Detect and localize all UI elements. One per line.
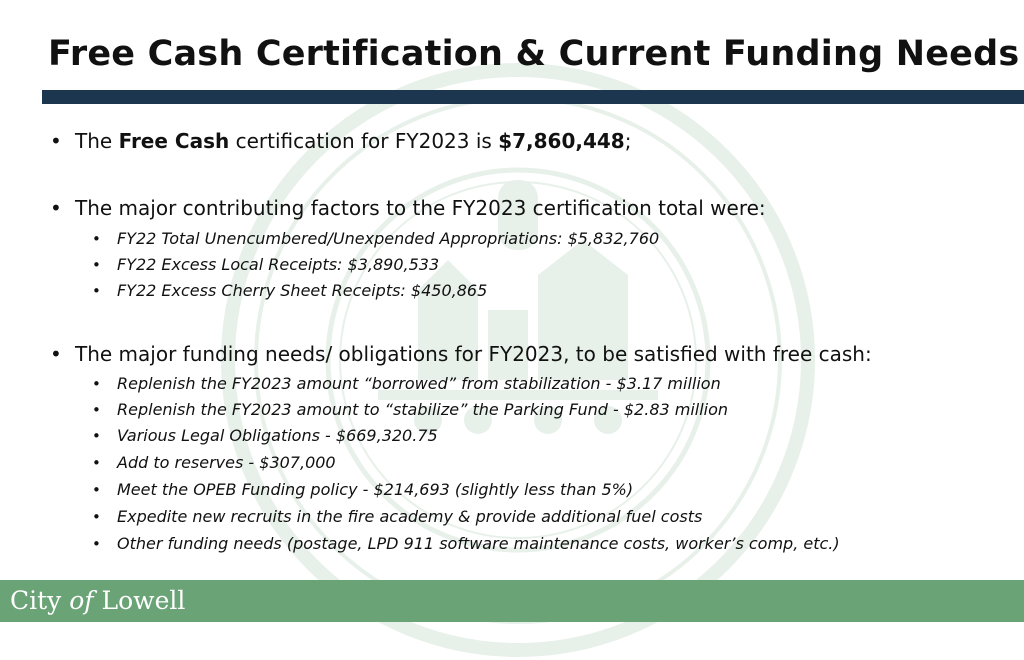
sub-bullet-dot: • bbox=[92, 535, 101, 553]
bullet-text: The major funding needs/ obligations for FY2023, to be satisfied with free cash: bbox=[75, 342, 872, 366]
free-cash-amount: $7,860,448 bbox=[498, 129, 625, 153]
page-title: Free Cash Certification & Current Funding Needs bbox=[48, 34, 1020, 74]
bullet-text: The Free Cash certification for FY2023 is $7,860,448; bbox=[75, 129, 632, 153]
bullet-text: The major contributing factors to the FY2023 certification total were: bbox=[75, 196, 766, 220]
sub-bullet-dot: • bbox=[92, 481, 101, 499]
sub-bullet-dot: • bbox=[92, 230, 101, 248]
sub-bullet-dot: • bbox=[92, 282, 101, 300]
sub-bullet-dot: • bbox=[92, 375, 101, 393]
sub-bullet-dot: • bbox=[92, 508, 101, 526]
bullet-dot: • bbox=[50, 196, 62, 220]
city-of-lowell-logo: City of Lowell bbox=[10, 586, 186, 615]
free-cash-label: Free Cash bbox=[118, 129, 230, 153]
sub-bullet-dot: • bbox=[92, 256, 101, 274]
bullet-dot: • bbox=[50, 129, 62, 153]
bullet-dot: • bbox=[50, 342, 62, 366]
sub-bullet-dot: • bbox=[92, 401, 101, 419]
sub-bullet-dot: • bbox=[92, 427, 101, 445]
slide-content: • The Free Cash certification for FY2023 is $7,860,448; • The major contributing factors to the FY2023 certification total were: • FY22 Total Unencumbered/Unexpended Appropriations: $5,832,760 • FY22 Excess Local Receipts: $3,890,533 • FY22 Excess Cherry Sheet Receipts: $450,865 • The major funding needs/ obligations for FY2023, to be satisfied with free cash: • Replenish the FY2023 amount “borrowed” from stabilization - $3.17 million • Replenish the FY2023 amount to “stabilize” the Parking Fund - $2.83 million • Various Legal Obligations - $669,320.75 • Add to reserves - $307,000 • Meet the OPEB Funding policy - $214,693 (slightly less than 5%) • Expedite new recruits in the fire academy & provide additional fuel costs • Other funding needs (postage, LPD 911 software maintenance costs, worker’s comp, etc.) bbox=[50, 129, 872, 553]
sub-bullet-dot: • bbox=[92, 454, 101, 472]
